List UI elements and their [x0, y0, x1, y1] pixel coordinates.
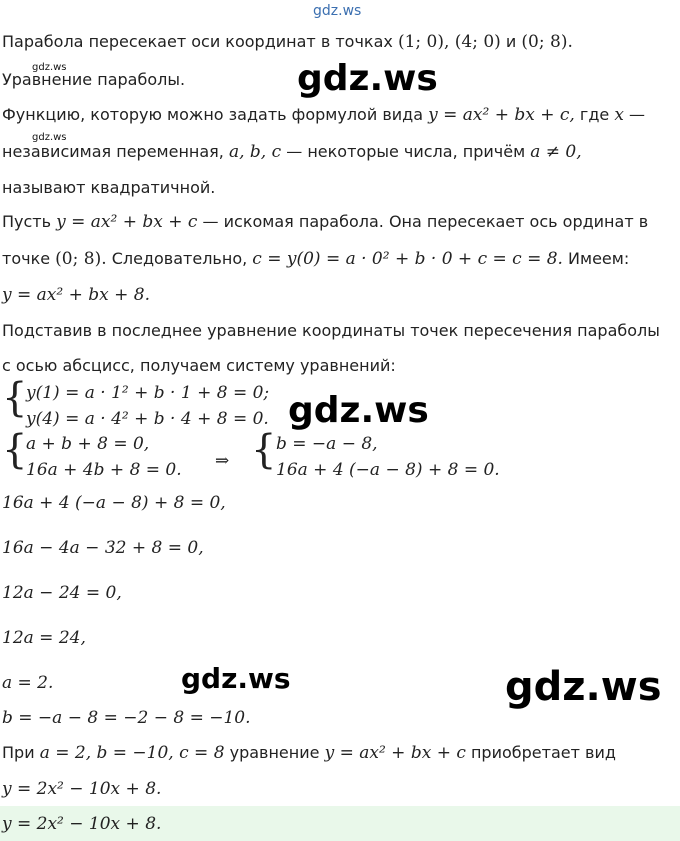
system-2-eq-2: 16a + 4b + 8 = 0. [26, 460, 182, 480]
text: с осью абсцисс, получаем систему уравнений: [2, 356, 396, 375]
text: Парабола пересекает оси координат в точках [2, 32, 393, 51]
system-brace-3: { [251, 427, 277, 473]
solution-line-1 [2, 211, 648, 233]
equation-5: a = 2. [2, 673, 54, 693]
solution-line-4 [2, 320, 660, 342]
watermark-small-1: gdz.ws [32, 62, 67, 73]
text: — некоторые числа, причём [286, 142, 526, 161]
watermark-big-2: gdz.ws [288, 390, 429, 431]
conclusion-line [2, 742, 616, 764]
text: точке [2, 249, 51, 268]
text: — искомая парабола. Она пересекает ось ординат в [202, 212, 649, 231]
text: Уравнение параболы. [2, 70, 186, 89]
watermark-big-1: gdz.ws [297, 58, 438, 99]
math: y = ax² + bx + c [56, 212, 198, 232]
system-brace-2: { [2, 427, 28, 473]
math: (0; 8). [55, 249, 107, 269]
math: a, b, c [228, 142, 282, 162]
equation-4: 12a = 24, [2, 628, 86, 648]
implies-arrow: ⇒ [215, 451, 230, 471]
definition-line-1 [2, 104, 645, 126]
system-1-eq-1: y(1) = a · 1² + b · 1 + 8 = 0; [26, 383, 270, 403]
text: Функцию, которую можно задать формулой вида [2, 105, 424, 124]
system-brace-1: { [2, 375, 28, 421]
text: уравнение [229, 743, 320, 762]
definition-line-3 [2, 177, 215, 199]
watermark-big-3: gdz.ws [181, 662, 291, 695]
math: c = y(0) = a · 0² + b · 0 + c = c = 8. [252, 249, 563, 269]
equation-3: 12a − 24 = 0, [2, 583, 122, 603]
watermark-big-4: gdz.ws [505, 664, 662, 710]
text: При [2, 743, 35, 762]
math: y = ax² + bx + c, [428, 105, 575, 125]
system-3-eq-2: 16a + 4 (−a − 8) + 8 = 0. [276, 460, 500, 480]
heading-line [2, 69, 185, 91]
definition-line-2 [2, 141, 582, 163]
solution-line-2 [2, 248, 629, 270]
text: — [629, 105, 646, 124]
math: (1; 0), (4; 0) [397, 32, 501, 52]
equation-2: 16a − 4a − 32 + 8 = 0, [2, 538, 204, 558]
text: Имеем: [568, 249, 630, 268]
solution-line-3 [2, 284, 150, 306]
math: y = ax² + bx + c [324, 743, 466, 763]
watermark-top: gdz.ws [313, 3, 362, 19]
equation-6: b = −a − 8 = −2 − 8 = −10. [2, 708, 251, 728]
math: a = 2, b = −10, c = 8 [39, 743, 225, 763]
text: где [579, 105, 610, 124]
text: называют квадратичной. [2, 178, 216, 197]
math: x [614, 105, 624, 125]
intro-line [2, 31, 573, 53]
math: a ≠ 0, [530, 142, 582, 162]
system-1-eq-2: y(4) = a · 4² + b · 4 + 8 = 0. [26, 409, 269, 429]
text: Пусть [2, 212, 52, 231]
watermark-small-2: gdz.ws [32, 132, 67, 143]
system-3-eq-1: b = −a − 8, [276, 434, 378, 454]
text: Подставив в последнее уравнение координаты точек пересечения параболы [2, 321, 660, 340]
equation-1: 16a + 4 (−a − 8) + 8 = 0, [2, 493, 226, 513]
text: и [505, 32, 517, 51]
math: (0; 8). [521, 32, 573, 52]
solution-line-5 [2, 355, 396, 377]
equation-7: y = 2x² − 10x + 8. [2, 779, 162, 799]
text: Следовательно, [111, 249, 248, 268]
text: приобретает вид [470, 743, 616, 762]
answer: y = 2x² − 10x + 8. [2, 814, 162, 834]
math: y = ax² + bx + 8. [2, 285, 150, 305]
system-2-eq-1: a + b + 8 = 0, [26, 434, 150, 454]
text: независимая переменная, [2, 142, 224, 161]
